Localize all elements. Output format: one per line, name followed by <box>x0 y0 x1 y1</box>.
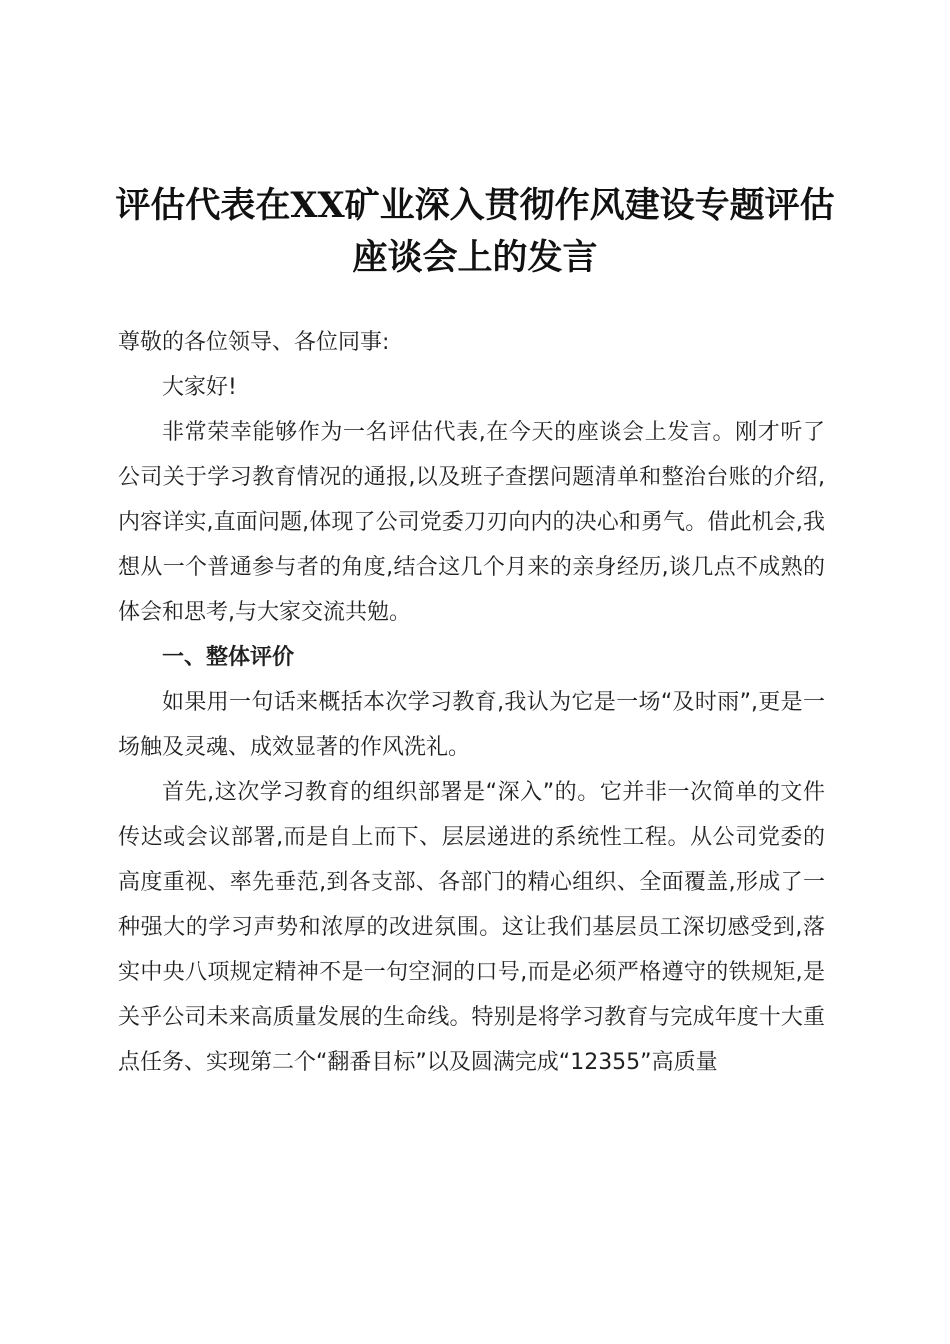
section-heading: 一、整体评价 <box>162 645 295 670</box>
salutation: 尊敬的各位领导、各位同事: <box>118 330 390 355</box>
body-paragraph: 首先,这次学习教育的组织部署是“深入”的。它并非一次简单的文件传达或会议部署,而是自上而下、层层递进的系统性工程。从公司党委的高度重视、率先垂范,到各支部、各部门的精心组织、全面覆盖,形成了一种强大的学习声势和浓厚的改进氛围。这让我们基层员工深切感受到,落实中央八项规定精神不是一句空洞的口号,而是必须严格遵守的铁规矩,是关乎公司未来高质量发展的生命线。特别是将学习教育与完成年度十大重点任务、实现第二个“翻番目标”以及圆满完成“12355”高质量 <box>118 780 825 1075</box>
greeting: 大家好! <box>162 375 237 400</box>
body-paragraph: 如果用一句话来概括本次学习教育,我认为它是一场“及时雨”,更是一场触及灵魂、成效显著的作风洗礼。 <box>118 690 825 760</box>
document-body <box>118 320 825 1085</box>
body-paragraph: 非常荣幸能够作为一名评估代表,在今天的座谈会上发言。刚才听了公司关于学习教育情况的通报,以及班子查摆问题清单和整治台账的介绍,内容详实,直面问题,体现了公司党委刀刃向内的决心和勇气。借此机会,我想从一个普通参与者的角度,结合这几个月来的亲身经历,谈几点不成熟的体会和思考,与大家交流共勉。 <box>118 420 825 625</box>
document-title: 评估代表在XX矿业深入贯彻作风建设专题评估座谈会上的发言 <box>115 185 835 278</box>
